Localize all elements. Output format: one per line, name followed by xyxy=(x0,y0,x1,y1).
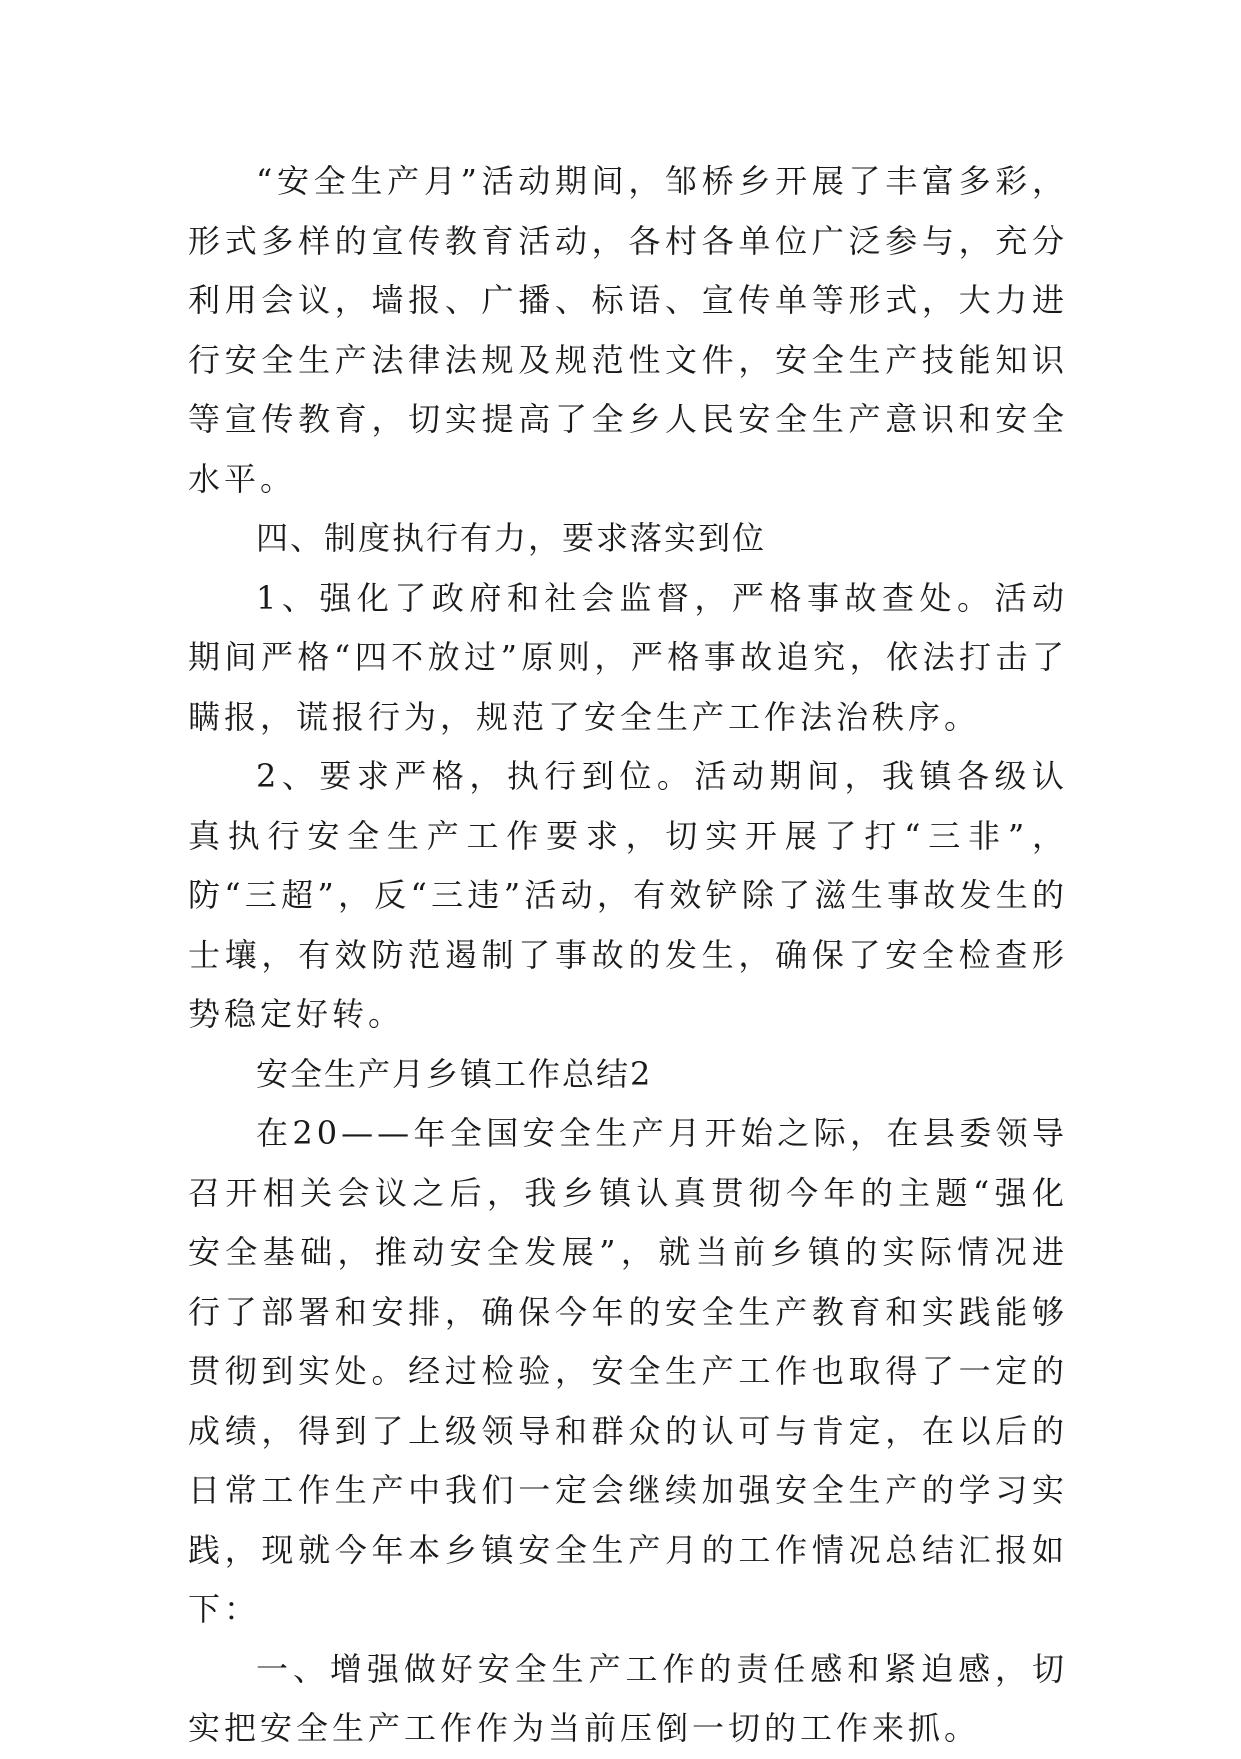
paragraph-item-2-requirements: 2、要求严格，执行到位。活动期间，我镇各级认真执行安全生产工作要求，切实开展了打“三非”，防“三超”，反“三违”活动，有效铲除了滋生事故发生的士壤，有效防范遏制了事故的发生，确保了安全检查形势稳定好转。 xyxy=(188,757,1068,1033)
paragraph-publicity-activities: “安全生产月”活动期间，邹桥乡开展了丰富多彩，形式多样的宣传教育活动，各村各单位广泛参与，充分利用会议，墙报、广播、标语、宣传单等形式，大力进行安全生产法律法规及规范性文件，安全生产技能知识等宣传教育，切实提高了全乡人民安全生产意识和安全水平。 xyxy=(188,162,1068,498)
document-title-summary-2: 安全生产月乡镇工作总结2 xyxy=(256,1054,653,1093)
section-heading-four: 四、制度执行有力，要求落实到位 xyxy=(256,519,767,557)
paragraph-item-1-supervision: 1、强化了政府和社会监督，严格事故查处。活动期间严格“四不放过”原则，严格事故追究，依法打击了瞒报，谎报行为，规范了安全生产工作法治秩序。 xyxy=(188,578,1068,736)
document-body xyxy=(188,152,1068,1759)
section-heading-one: 一、增强做好安全生产工作的责任感和紧迫感，切实把安全生产工作作为当前压倒一切的工作来抓。 xyxy=(188,1649,1068,1747)
paragraph-intro-summary-2: 在20——年全国安全生产月开始之际，在县委领导召开相关会议之后，我乡镇认真贯彻今年的主题“强化安全基础，推动安全发展”，就当前乡镇的实际情况进行了部署和安排，确保今年的安全生产教育和实践能够贯彻到实处。经过检验，安全生产工作也取得了一定的成绩，得到了上级领导和群众的认可与肯定，在以后的日常工作生产中我们一定会继续加强安全生产的学习实践，现就今年本乡镇安全生产月的工作情况总结汇报如下： xyxy=(188,1114,1068,1628)
